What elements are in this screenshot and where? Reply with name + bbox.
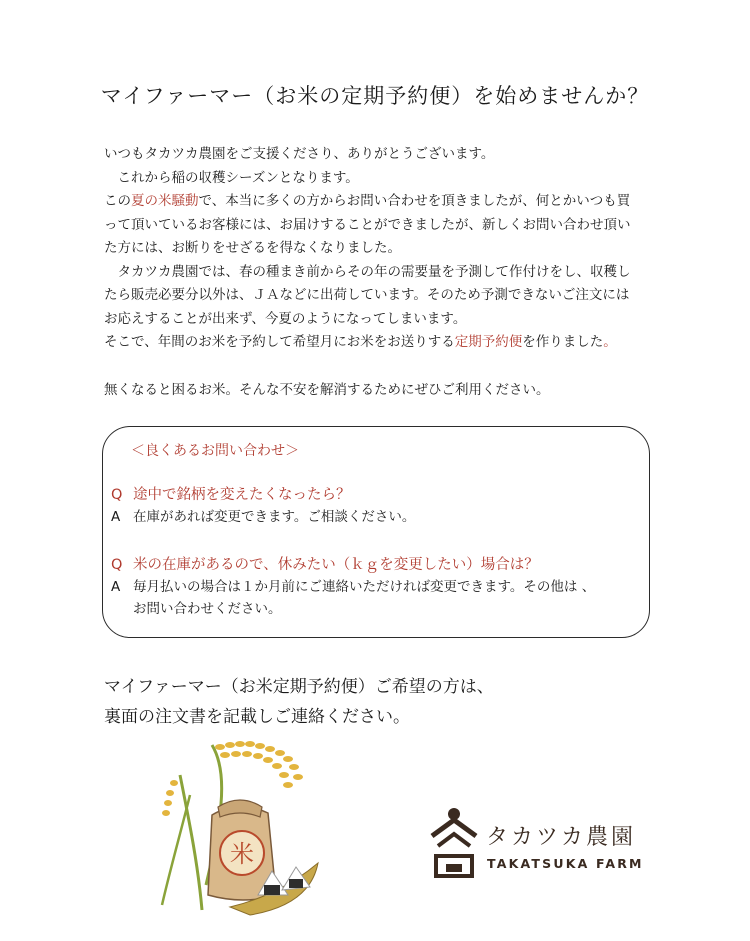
faq-answer [111, 506, 415, 528]
faq-question [111, 484, 415, 506]
intro-period: 。 [603, 334, 617, 350]
question-mark-label: Q [111, 557, 123, 573]
intro-line: これから稲の収穫シーズンとなります。 [104, 169, 359, 186]
farm-logo-mark-icon [428, 806, 480, 878]
answer-mark-label: A [111, 509, 121, 525]
farm-logo [428, 806, 688, 886]
answer-mark-label: A [111, 579, 121, 595]
highlight-subscription: 定期予約便 [454, 334, 523, 350]
closing-line: マイファーマー（お米定期予約便）ご希望の方は、 [104, 677, 494, 697]
intro-line: お応えすることが出来ず、今夏のようになってしまいます。 [104, 310, 467, 327]
intro-line: って頂いているお客様には、お届けすることができましたが、新しくお問い合わせ頂い [104, 216, 631, 233]
intro-line [104, 331, 664, 355]
intro-line: たら販売必要分以外は、ＪＡなどに出荷しています。そのため予測できないご注文には [104, 287, 630, 303]
logo-name-jp: タカツカ農園 [486, 825, 637, 850]
intro-line: た方には、お断りをせざるを得なくなりました。 [104, 240, 401, 256]
faq-item [111, 484, 415, 528]
intro-line: いつもタカツカ農園をご支援くださり、ありがとうございます。 [104, 146, 495, 162]
intro-text-segment: この [104, 193, 131, 209]
answer-text: 在庫があれば変更できます。ご相談ください。 [133, 509, 416, 525]
intro-line: タカツカ農園では、春の種まき前からその年の需要量を予測して作付けをし、収穫し [104, 263, 631, 280]
question-mark-label: Q [111, 487, 123, 503]
closing-line: 裏面の注文書を記載しご連絡ください。 [104, 707, 410, 727]
faq-question [111, 554, 595, 576]
answer-text: 毎月払いの場合は１か月前にご連絡いただければ変更できます。その他は 、 [133, 579, 596, 595]
faq-answer [111, 576, 595, 598]
intro-text-segment: そこで、年間のお米を予約して希望月にお米をお送りする [104, 334, 455, 350]
intro-line: 無くなると困るお米。そんな不安を解消するためにぜひご利用ください。 [104, 381, 550, 398]
faq-item [111, 554, 595, 620]
intro-line [104, 190, 664, 214]
question-text: 米の在庫があるので、休みたい（ｋｇを変更したい）場合は？ [133, 557, 539, 573]
intro-text [104, 143, 664, 402]
question-text: 途中で銘柄を変えたくなったら？ [133, 487, 351, 503]
intro-text-segment: を作りました [522, 334, 604, 350]
faq-box [102, 426, 650, 638]
sack-label: 米 [230, 840, 254, 868]
page-title: マイファーマー（お米の定期予約便）を始めませんか？ [100, 84, 650, 108]
faq-heading: ＜良くあるお問い合わせ＞ [131, 443, 299, 459]
rice-sack-illustration [150, 735, 330, 920]
logo-name-en: TAKATSUKA FARM [487, 856, 644, 871]
faq-answer-continued: お問い合わせください。 [133, 601, 282, 617]
intro-text-segment: で、本当に多くの方からお問い合わせを頂きましたが、何とかいつも買 [198, 193, 631, 209]
closing-message [104, 672, 494, 732]
highlight-rice-shortage: 夏の米騒動 [131, 193, 199, 209]
